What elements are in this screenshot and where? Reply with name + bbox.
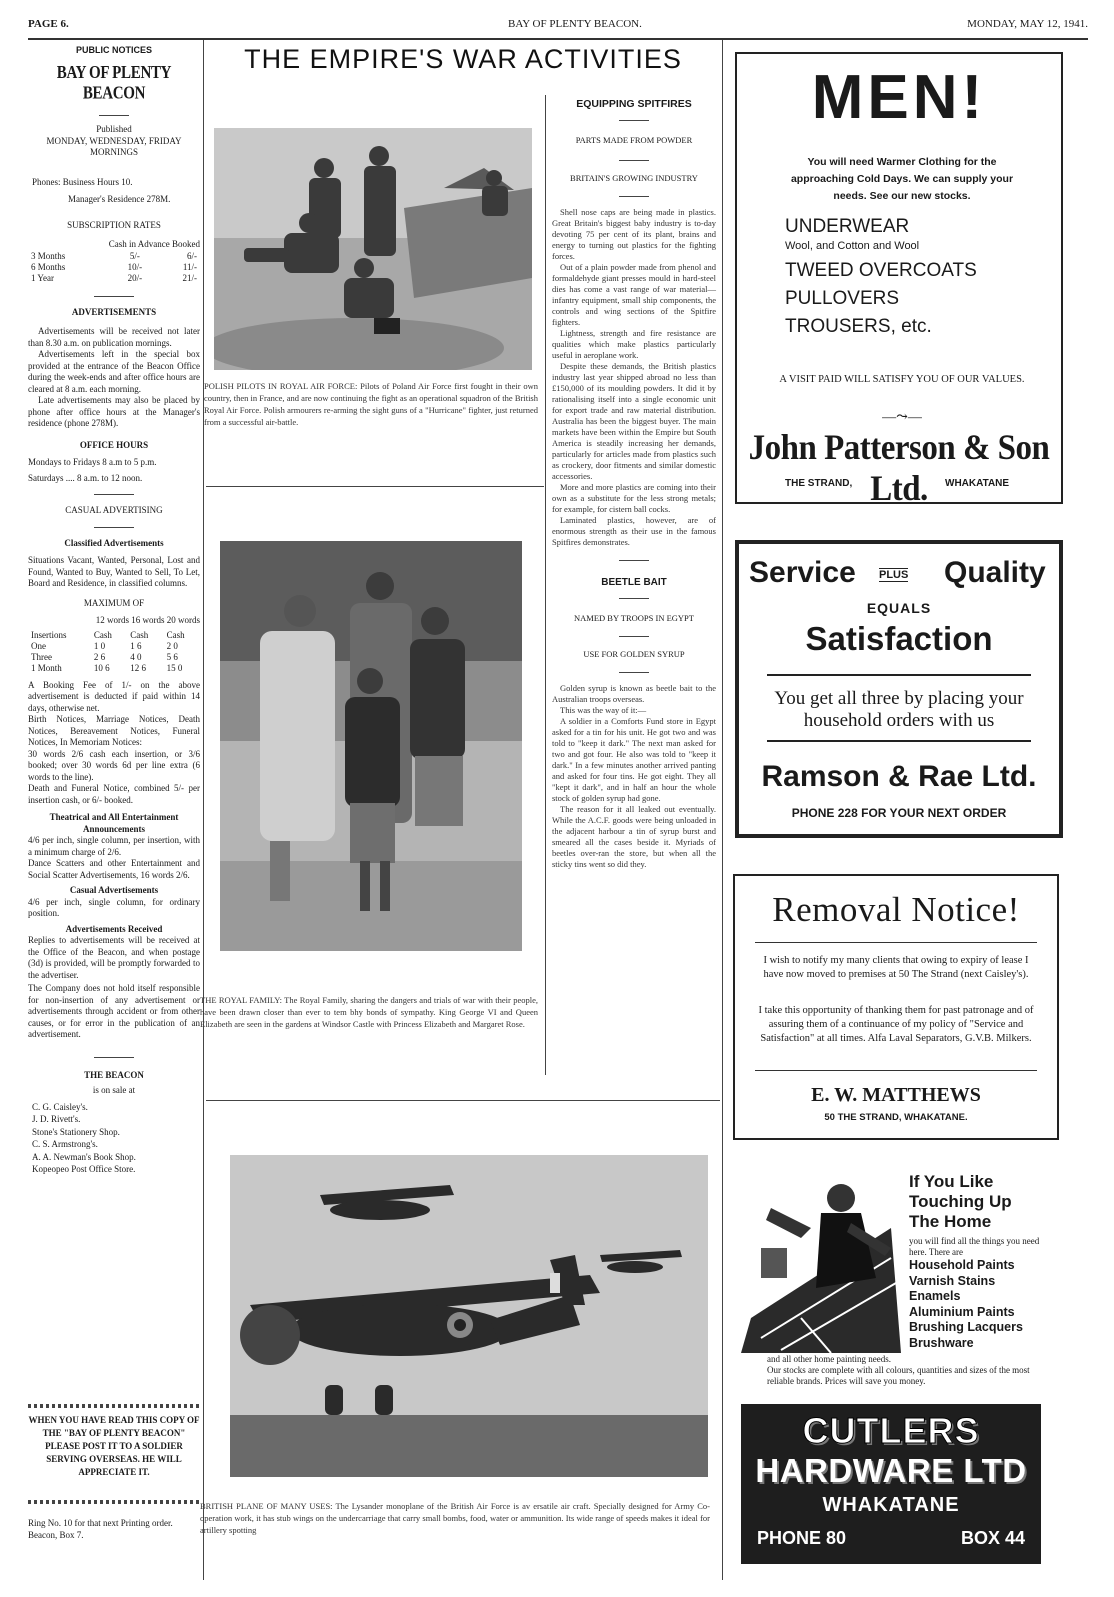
firm-name-matthews: E. W. MATTHEWS — [811, 1084, 981, 1106]
removal-notice-title: Removal Notice! — [772, 890, 1020, 929]
ad-ramson-rae: Service PLUS Quality EQUALS Satisfaction You get all three by placing your household orders with us Ramson & Rae Ltd. PHONE 228 FOR YOUR NEXT ORDER — [735, 540, 1063, 838]
caption-royal-family: THE ROYAL FAMILY: The Royal Family, sharing the dangers and trials of war with their people, have been drawn closer than ever to tem bhy bonds of sympathy. King George VI and Queen Elizabeth are seen in the gardens at Windsor Castle with Princess Elizabeth and Margaret Rose. — [200, 995, 538, 1029]
ad-cutlers-hardware: If You Like Touching Up The Home you will find all the things you need here. There are Household Paints Varnish Stains Enamels Aluminium Paints Brushing Lacquers Brushware and all other home painting needs. Our stocks are complete with all colours, quantities and sizes of the most reliable brands. Prices will save you money. CUTLERS HARDWARE LTD WHAKATANE PHONE 80 BOX 44 — [735, 1160, 1059, 1570]
seller-list: C. G. Caisley's. J. D. Rivett's. Stone's Stationery Shop. C. S. Armstrong's. A. A. Newman's Book Shop. Kopeopeo Post Office Store. — [32, 1101, 136, 1174]
article-column: EQUIPPING SPITFIRES PARTS MADE FROM POWDER BRITAIN'S GROWING INDUSTRY Shell nose caps are being made in plastics. Great Britain's biggest baby industry is to-day devoting 75 per cent of its plant, brains and energy to turning out plastics for the fighting forces. Out of a plain powder made from phenol and formaldehyde giant presses mould in hard-steel dies has come a vast range of war material—infantry equipment, small ship components, the controls and wing sections of the Spitfire fighters. Lightness, strength and fire resistance are qualities which make plastics particularly useful in aeroplane work. Despite these demands, the British plastics industry last year shipped abroad no less than £150,000 of its moulding powders. It did it by rationalising itself into a single economic unit for export trade and raw material distribution. Australia has been the biggest buyer. The main markets have been within the Empire but South America is steadily increasing her demands, particularly for articles made from plastics such as crockery, door fitments and similar domestic accessories. More and more plastics are coming into their own as a substitute for the less strong metals; for example, for cistern ball cocks. Laminated plastics, however, are of enormous strength as their use in the famous Spitfires demonstrates. BEETLE BAIT NAMED BY TROOPS IN EGYPT USE FOR GOLDEN SYRUP Golden syrup is known as beetle bait to the Australian troops overseas. This was the way of it:— A soldier in a Comforts Fund store in Egypt asked for a tin for his unit. He got two and was told to "keep it dark." The next man asked for two and got four. He also was told to "keep it dark." In a few minutes another arrived panting and asked for four tins. He got eight. They all "kept it dark", and in half an hour the whole stock of golden syrup had gone. The reason for it all leaked out eventually. While the A.C.F. goods were being unloaded in the adjacent harbour a tin of syrup burst and smeared all the cases beside it. Myriads of beetles over-ran the store, but when all the sticky tins went so did they. — [552, 98, 716, 869]
photo-polish-pilots — [214, 128, 532, 370]
scroll-ornament-icon: —⤳— — [882, 410, 922, 425]
printing-notice: Ring No. 10 for that next Printing order. Beacon, Box 7. — [28, 1518, 173, 1540]
photo-lysander-planes — [230, 1155, 708, 1477]
issue-date: MONDAY, MAY 12, 1941. — [967, 18, 1088, 30]
article-title-spitfires: EQUIPPING SPITFIRES — [576, 98, 692, 110]
masthead: BAY OF PLENTY BEACON — [56, 63, 172, 104]
firm-name-ramson-rae: Ramson & Rae Ltd. — [761, 760, 1037, 793]
page-header — [28, 14, 1088, 40]
post-to-soldier-notice: WHEN YOU HAVE READ THIS COPY OF THE "BAY OF PLENTY BEACON" PLEASE POST IT TO A SOLDIER SERVING OVERSEAS. HE WILL APPRECIATE IT. — [28, 1415, 200, 1477]
caption-lysander: BRITISH PLANE OF MANY USES: The Lysander monoplane of the British Air Force is av ersatile air craft. Specially designed for Army Co-operation work, it has stub wings on the undercarriage that carry small bombs, food, water or ammunition. Its wide range of speeds makes it ideal for artillery spotting — [200, 1501, 710, 1535]
ad-john-patterson: MEN! You will need Warmer Clothing for the approaching Cold Days. We can supply your needs. See our new stocks. UNDERWEAR Wool, and Cotton and Wool TWEED OVERCOATS PULLOVERS TROUSERS, etc. A VISIT PAID WILL SATISFY YOU OF OUR VALUES. —⤳— John Patterson & Son Ltd. THE STRAND, WHAKATANE — [735, 52, 1063, 504]
paint-product-list: Household Paints Varnish Stains Enamels Aluminium Paints Brushing Lacquers Brushware — [909, 1258, 1023, 1350]
photo-royal-family — [220, 541, 522, 951]
article-title-beetle-bait: BEETLE BAIT — [601, 577, 667, 588]
ad-men-headline: MEN! — [811, 63, 987, 132]
cutlers-logo-block: CUTLERS HARDWARE LTD WHAKATANE PHONE 80 BOX 44 — [741, 1404, 1041, 1564]
paper-name: BAY OF PLENTY BEACON. — [508, 18, 642, 30]
painter-illustration — [741, 1168, 901, 1353]
page-number: PAGE 6. — [28, 18, 69, 30]
subscription-table: 3 Months 5/- 6/- 6 Months 10/- 11/- 1 Year 20/- 21/- — [31, 250, 197, 283]
casual-rates-table: Insertions Cash Cash Cash One 1 0 1 6 2 0 Three 2 6 4 0 5 6 1 Month 10 6 12 6 15 0 — [31, 629, 185, 673]
caption-polish-pilots: POLISH PILOTS IN ROYAL AIR FORCE: Pilots of Poland Air Force first fought in their own country, then in France, and are now continuing the fight as an operational squadron of the British Royal Air Force. Polish armourers re-arming the sight guns of a "Hurricane" fighter, just returned from a successful air-battle. — [204, 381, 538, 427]
firm-name-patterson: John Patterson & Son Ltd. — [748, 428, 1050, 509]
public-notices-column: PUBLIC NOTICES BAY OF PLENTY BEACON Published MONDAY, WEDNESDAY, FRIDAY MORNINGS Phones: Business Hours 10. Manager's Residence 278M. SUBSCRIPTION RATES Cash in Advance Booked 3 Months 5/- 6/- 6 Months 10/- 11/- 1 Year 20/- 21/- ADVERTISEMENTS Advertisements will be received not later than 8.30 a.m. on publication mornings. Advertisements left in the special box provided at the entrance of the Beacon Office during the week-ends and after office hours are cleared at 8 a.m. each morning. Late advertisements may also be placed by phone after office hours at the Manager's residence (phone 278M). OFFICE HOURS Mondays to Fridays 8 a.m to 5 p.m. Saturdays .... 8 a.m. to 12 noon. CASUAL ADVERTISING Classified Advertisements Situations Vacant, Wanted, Personal, Lost and Found, Wanted to Buy, Wanted to Sell, To Let, Board and Residence, in classified columns. MAXIMUM OF 12 words 16 words 20 words Insertions Cash Cash Cash One 1 0 1 6 2 0 Three 2 6 4 0 5 6 1 Month 10 6 12 6 15 0 A Booking Fee of 1/- on the above advertisement is deducted if paid within 14 days, otherwise net. Birth Notices, Marriage Notices, Death Notices, Bereavement Notices, Funeral Notices, In Memoriam Notices: 30 words 2/6 cash each insertion, or 3/6 booked; over 30 words 6d per line extra (6 words to the line). Death and Funeral Notice, combined 5/- per insertion cash, or 6/- booked. Theatrical and All Entertainment Announcements 4/6 per inch, single column, per insertion, with a minimum charge of 2/6. Dance Scatters and other Entertainment and Social Scatter Advertisements, 16 words 2/6. Casual Advertisements 4/6 per inch, single column, for ordinary position. Advertisements Received Replies to advertisements will be received at the Office of the Beacon, and when postage (3d) is provided, will be promptly forwarded to the advertiser. The Company does not hold itself responsible for non-insertion of any advertisement or advertisements through accident or from other causes, or for error in the publication of an advertisement. THE BEACON is on sale at C. G. Caisley's. J. D. Rivett's. Stone's Stationery Shop. C. S. Armstrong's. A. A. Newman's Book Shop. Kopeopeo Post Office Store. — [28, 45, 200, 1174]
public-notices-heading: PUBLIC NOTICES — [75, 45, 152, 55]
ad-removal-notice: Removal Notice! I wish to notify my many clients that owing to expiry of lease I have now moved to premises at 50 The Strand (next Caisley's). I take this opportunity of thanking them for past patronage and of assuring them of a continuance of my policy of "Service and Satisfaction" at all times. Alfa Laval Separators, G.V.B. Milkers. E. W. MATTHEWS 50 THE STRAND, WHAKATANE. — [733, 874, 1059, 1140]
main-headline: THE EMPIRE'S WAR ACTIVITIES — [244, 44, 682, 74]
